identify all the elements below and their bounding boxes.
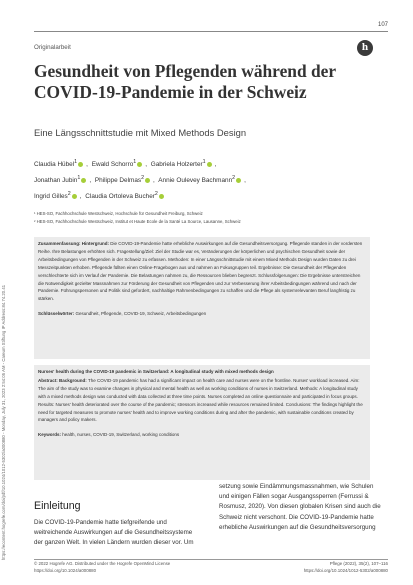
download-stamp-text: https://econtent.hogrefe.com/doi/pdf/10.1024/1012-5302/a000880 - Monday, July 31, 2023 2:54:05 AM - Careum Stiftung IP Address:84.74.20.41: [1, 284, 6, 560]
footer-citation: [304, 561, 388, 575]
abstract-label: Zusammenfassung:: [38, 241, 81, 246]
orcid-icon[interactable]: [159, 194, 164, 199]
body-paragraph: Die COVID-19-Pandemie hatte tiefgreifende und weitreichende Auswirkungen auf die Gesundheitssysteme der ganzen Welt. In vielen Ländern wurden dieser vor. Um: [34, 519, 194, 547]
author[interactable]: Ewald Schorro$^1$: [92, 161, 146, 168]
author[interactable]: Jonathan Jubin$^1$: [34, 177, 89, 184]
author-list: Claudia Hübel$^1$ , Ewald Schorro$^1$ , Gabriela Holzerter$^1$ , Jonathan Jubin$^1$ , Philippe Delmas$^2$ , Annie Oulevey Bachmann$^2$ , Ingrid Gilles$^2$ , Claudia Ortoleva Bucher$^2$: [34, 159, 246, 200]
abstract-heading: Hintergrund:: [81, 241, 110, 246]
affiliation: ² HES-SO, Fachhochschule Westschweiz, Institut et Haute Ecole de la Santé La Source, Lausanne, Schweiz: [34, 219, 241, 224]
abstract-german: [34, 237, 370, 359]
affiliation: ¹ HES-SO, Fachhochschule Westschweiz, Hochschule für Gesundheit Freiburg, Schweiz: [34, 211, 203, 216]
orcid-icon[interactable]: [207, 162, 212, 167]
article-title: Gesundheit von Pflegenden während der COVID-19-Pandemie in der Schweiz: [34, 61, 336, 102]
keywords-label: Schlüsselwörter:: [38, 311, 75, 317]
footer-link[interactable]: https://doi.org/10.1024/a000880: [34, 567, 97, 573]
author[interactable]: Claudia Hübel$^1$: [34, 161, 86, 168]
abstract-text: Die COVID-19-Pandemie hatte erhebliche Auswirkungen auf die Gesundheitsversorgung. Pflegende standen in der vordersten Reihe. Ihre Belastungen erhöhten sich. Fragestellung/Ziel: Ziel der Studie war es, Veränderungen der körperlichen und psychischen Gesundheit sowie der Arbeitsbedingungen von Pflegenden in der Schweiz zu erfassen. Methoden: In einer Längsschnittstudie mit einem Mixed Methods Design wurden Daten zu drei Messzeitpunkten erhoben. Pflegende füllten einen Online-Fragebogen aus und nahmen an Fokusgruppen teil. Ergebnisse: Die Gesundheit der Pflegenden verschlechterte sich im Verlauf der Pandemie. Die Belastungen nahmen zu, die Ressourcen blieben begrenzt. Schlussfolgerungen: Die Ergebnisse unterstreichen die Notwendigkeit gezielter Massnahmen zur Förderung der Gesundheit von Pflegenden und zur Verbesserung ihrer Arbeitsbedingungen während und nach der Pandemie. Führungspersonen und Politik sind gefordert, nachhaltige Rahmenbedingungen zu schaffen und die Pflege als systemrelevanten Beruf langfristig zu stärken.: [38, 241, 363, 302]
affiliations: [34, 210, 241, 226]
english-title: Nurses' health during the COVID-19 pandemic in Switzerland: A longitudinal study with mixed methods design: [38, 369, 274, 374]
footer-line: Pflege (2022), 35(2), 107–116: [329, 561, 388, 566]
orcid-icon[interactable]: [78, 162, 83, 167]
article-type: Originalarbeit: [34, 44, 71, 51]
sidebar-download-stamp: [0, 0, 14, 585]
section-heading: Einleitung: [34, 500, 81, 512]
body-column-left: [34, 518, 196, 549]
orcid-icon[interactable]: [236, 178, 241, 183]
footer-copyright: [34, 561, 170, 575]
orcid-icon[interactable]: [81, 178, 86, 183]
header-rule: [34, 31, 388, 32]
orcid-icon[interactable]: [145, 178, 150, 183]
publisher-logo-icon: h: [357, 40, 373, 56]
article-subtitle: Eine Längsschnittstudie mit Mixed Methods Design: [34, 127, 247, 138]
author[interactable]: Annie Oulevey Bachmann$^2$: [158, 177, 244, 184]
keywords-label: Keywords:: [38, 432, 62, 438]
abstract-text: The COVID-19 pandemic has had a significant impact on health care and nurses were on the frontline. Nurses' workload increased. Aim: The aim of the study was to examine changes in physical and mental health as well as working conditions of nurses in Switzerland. Methods: A longitudinal study with a mixed methods design was conducted with data collected at three time points. Nurses completed an online questionnaire and participated in focus groups. Results: Nurses' health deteriorated over the course of the pandemic; stressors increased while resources remained limited. Conclusions: The findings highlight the need for targeted measures to promote nurses' health and to improve working conditions during and after the pandemic, with sustainable conditions created by managers and policy makers.: [38, 377, 363, 423]
page-number: 107: [377, 22, 388, 28]
keywords: Gesundheit, Pflegende, COVID-19, Schweiz, Arbeitsbedingungen: [75, 311, 207, 317]
footer-rule: [34, 559, 388, 560]
author[interactable]: Claudia Ortoleva Bucher$^2$: [85, 193, 167, 200]
orcid-icon[interactable]: [72, 194, 77, 199]
body-column-right: [219, 482, 384, 533]
body-paragraph: setzung sowie Eindämmungsmassnahmen, wie Schulen und einigen Fällen sogar Ausgangssperren (Ferrussi & Rosmusz, 2020). Von diesen globalen Krisen sind auch die Schweiz nicht verschont. Die COVID-19-Pandemie hatte erhebliche Auswirkungen auf die Gesundheitsversorgung: [219, 483, 381, 531]
abstract-heading: Background:: [59, 377, 87, 383]
abstract-english: [34, 365, 370, 480]
footer-doi-link[interactable]: https://doi.org/10.1024/1012-5302/a000880: [303, 567, 388, 573]
orcid-icon[interactable]: [137, 162, 142, 167]
abstract-label: Abstract:: [38, 377, 58, 383]
author[interactable]: Ingrid Gilles$^2$: [34, 193, 80, 200]
author[interactable]: Gabriela Holzerter$^1$: [151, 161, 215, 168]
footer-line: © 2022 Hogrefe AG. Distributed under the Hogrefe OpenMind License: [34, 561, 171, 566]
keywords: health, nurses, COVID-19, Switzerland, working conditions: [62, 432, 180, 438]
author[interactable]: Philippe Delmas$^2$: [95, 177, 153, 184]
